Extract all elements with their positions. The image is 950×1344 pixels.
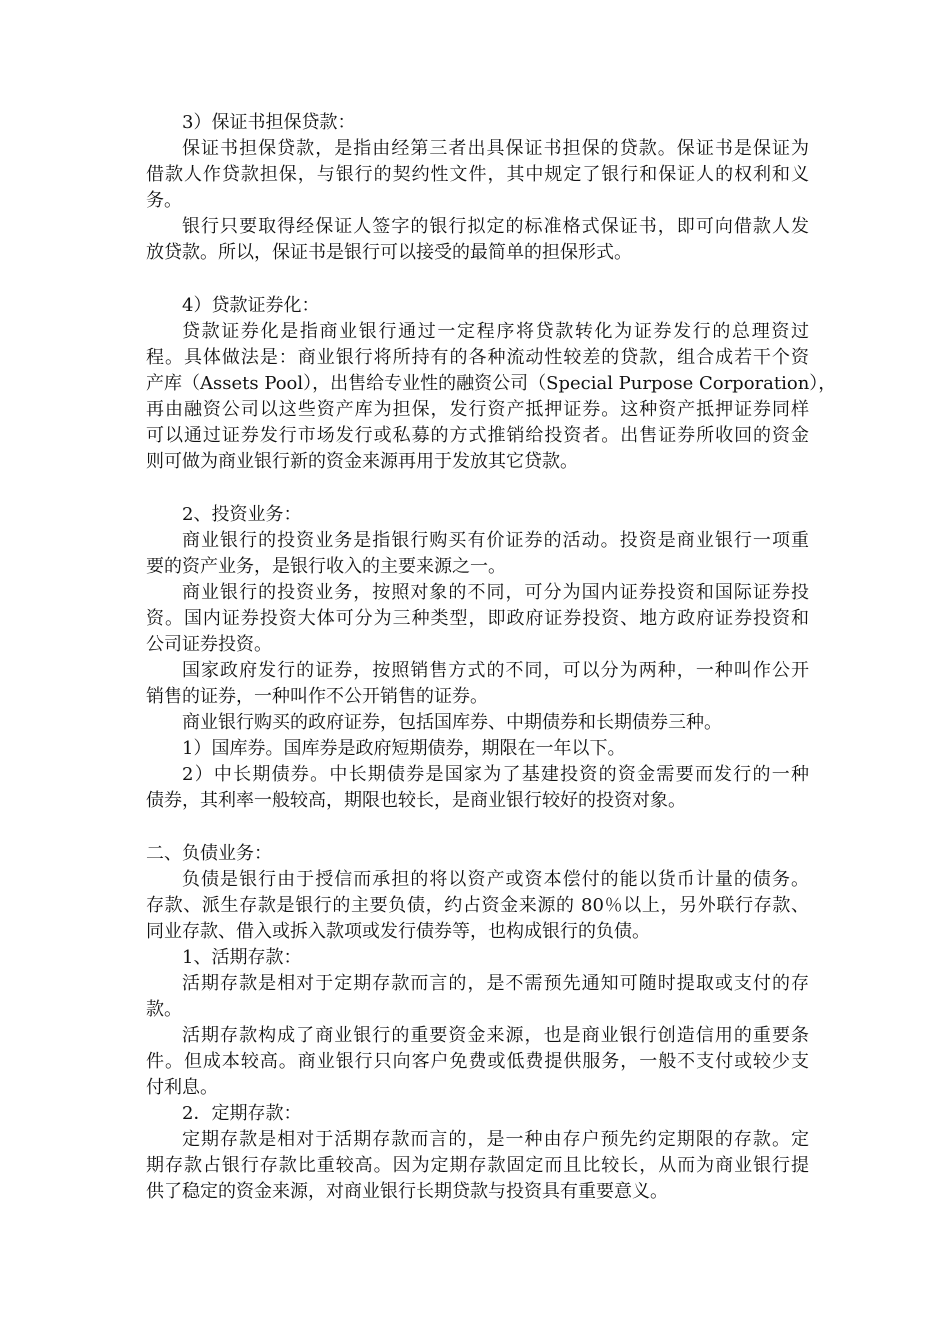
section-heading: 4）贷款证券化： — [182, 295, 320, 316]
paragraph-line: 资。国内证券投资大体可分为三种类型，即政府证券投资、地方政府证券投资和 — [146, 608, 809, 629]
paragraph-line: 要的资产业务，是银行收入的主要来源之一。 — [146, 556, 506, 577]
section-heading: 2、投资业务： — [182, 504, 302, 525]
paragraph-line: 存款、派生存款是银行的主要负债，约占资金来源的 80％以上，另外联行存款、 — [146, 895, 809, 916]
paragraph-line: 国家政府发行的证券，按照销售方式的不同，可以分为两种，一种叫作公开 — [182, 660, 809, 681]
paragraph-line: 务。 — [146, 190, 182, 211]
paragraph-line: 贷款证券化是指商业银行通过一定程序将贷款转化为证券发行的总理资过 — [182, 321, 809, 342]
paragraph-line: 件。但成本较高。商业银行只向客户免费或低费提供服务，一般不支付或较少支 — [146, 1051, 809, 1072]
paragraph-line: 销售的证券，一种叫作不公开销售的证券。 — [146, 686, 488, 707]
paragraph-line: 商业银行购买的政府证券，包括国库券、中期债券和长期债券三种。 — [182, 712, 722, 733]
blank-line — [146, 814, 809, 841]
paragraph-line: 则可做为商业银行新的资金来源再用于发放其它贷款。 — [146, 451, 578, 472]
paragraph-line: 公司证券投资。 — [146, 634, 272, 655]
paragraph-line: 借款人作贷款担保，与银行的契约性文件，其中规定了银行和保证人的权利和义 — [146, 164, 809, 185]
paragraph-line: 产库（Assets Pool），出售给专业性的融资公司（Special Purpose Corporation）， — [146, 373, 837, 394]
paragraph-line: 商业银行的投资业务是指银行购买有价证券的活动。投资是商业银行一项重 — [182, 530, 809, 551]
blank-line — [146, 475, 809, 502]
paragraph-line: 活期存款是相对于定期存款而言的，是不需预先通知可随时提取或支付的存 — [182, 973, 809, 994]
paragraph-line: 债券，其利率一般较高，期限也较长，是商业银行较好的投资对象。 — [146, 790, 686, 811]
blank-line — [146, 266, 809, 293]
subsection-heading: 2．定期存款： — [182, 1103, 302, 1124]
paragraph-line: 负债是银行由于授信而承担的将以资产或资本偿付的能以货币计量的债务。 — [182, 869, 809, 890]
paragraph-line: 可以通过证券发行市场发行或私募的方式推销给投资者。出售证券所收回的资金 — [146, 425, 809, 446]
paragraph-line: 供了稳定的资金来源，对商业银行长期贷款与投资具有重要意义。 — [146, 1181, 668, 1202]
paragraph-line: 再由融资公司以这些资产库为担保，发行资产抵押证券。这种资产抵押证券同样 — [146, 399, 809, 420]
paragraph-line: 银行只要取得经保证人签字的银行拟定的标准格式保证书，即可向借款人发 — [182, 216, 809, 237]
subsection-heading: 1、活期存款： — [182, 947, 302, 968]
paragraph-line: 期存款占银行存款比重较高。因为定期存款固定而且比较长，从而为商业银行提 — [146, 1155, 809, 1176]
paragraph-line: 同业存款、借入或拆入款项或发行债券等，也构成银行的负债。 — [146, 921, 650, 942]
paragraph-line: 商业银行的投资业务，按照对象的不同，可分为国内证券投资和国际证券投 — [182, 582, 809, 603]
paragraph-line: 1）国库券。国库券是政府短期债券，期限在一年以下。 — [182, 738, 626, 759]
paragraph-line: 2）中长期债券。中长期债券是国家为了基建投资的资金需要而发行的一种 — [182, 764, 809, 785]
section-heading: 3）保证书担保贷款： — [182, 112, 356, 133]
section-heading: 二、负债业务： — [146, 843, 272, 864]
document-page — [146, 110, 837, 1205]
paragraph-line: 活期存款构成了商业银行的重要资金来源，也是商业银行创造信用的重要条 — [182, 1025, 809, 1046]
paragraph-line: 程。具体做法是：商业银行将所持有的各种流动性较差的贷款，组合成若干个资 — [146, 347, 809, 368]
paragraph-line: 付利息。 — [146, 1077, 218, 1098]
paragraph-line: 定期存款是相对于活期存款而言的，是一种由存户预先约定期限的存款。定 — [182, 1129, 809, 1150]
paragraph-line: 放贷款。所以，保证书是银行可以接受的最简单的担保形式。 — [146, 242, 632, 263]
paragraph-line: 款。 — [146, 999, 182, 1020]
paragraph-line: 保证书担保贷款，是指由经第三者出具保证书担保的贷款。保证书是保证为 — [182, 138, 809, 159]
